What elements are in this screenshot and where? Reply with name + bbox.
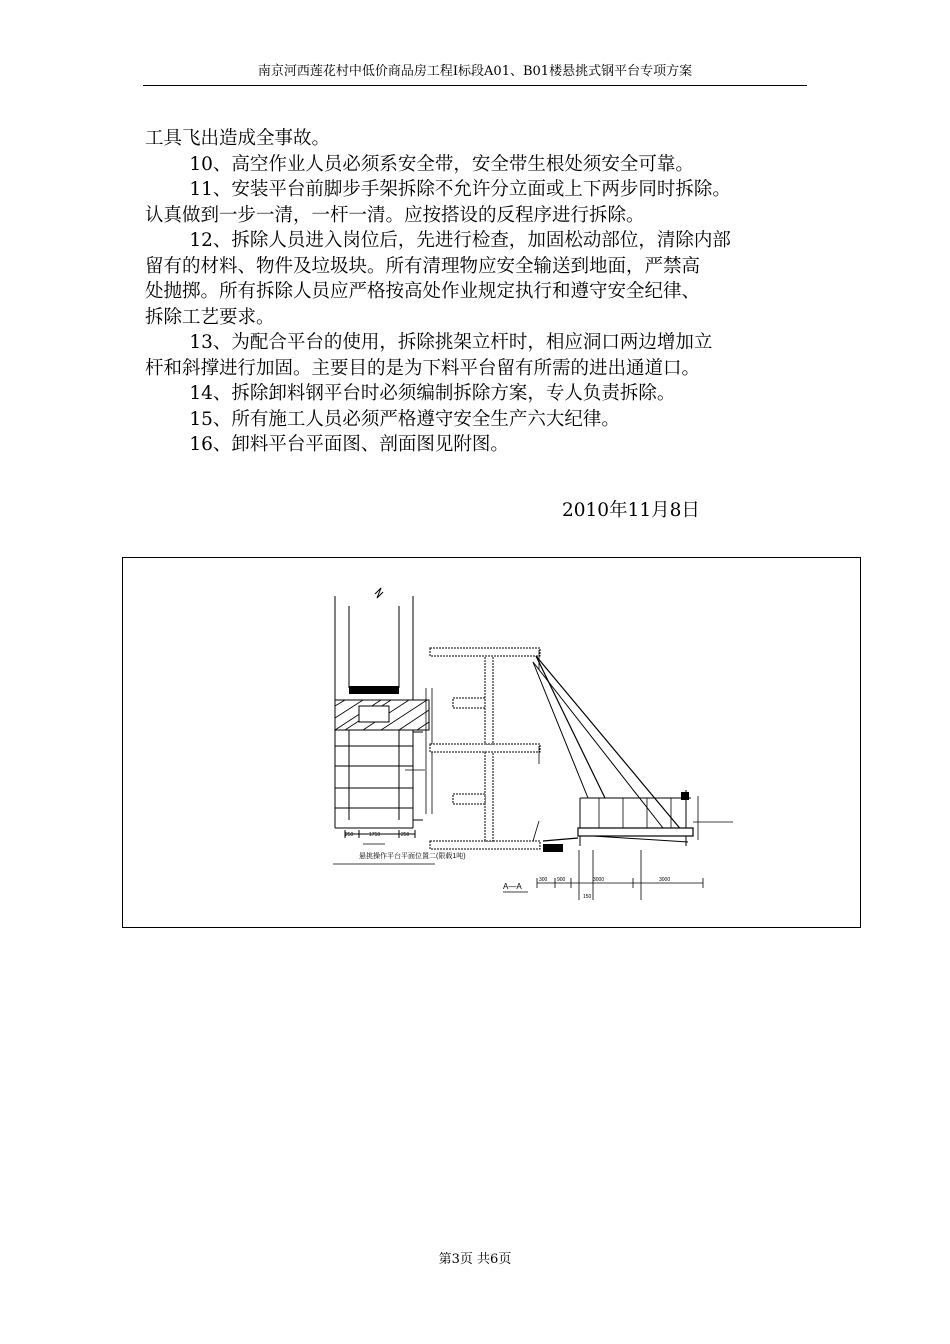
- page-footer: 第3页 共6页: [438, 1252, 512, 1267]
- plan-view: [333, 588, 435, 864]
- plan-caption: 悬挑操作平台平面位置二(限载1吨): [359, 853, 466, 860]
- body-line: 杆和斜撑进行加固。主要目的是为下料平台留有所需的进出通道口。: [145, 357, 701, 379]
- body-line: 拆除工艺要求。: [145, 306, 275, 328]
- dim-plan-mid: 1750: [369, 832, 381, 838]
- dim-plan-right: 250: [401, 832, 410, 838]
- section-view: [430, 648, 733, 900]
- drawing-frame: [122, 557, 861, 928]
- body-line: 10、高空作业人员必须系安全带，安全带生根处须安全可靠。: [189, 153, 694, 175]
- dim-section-c: 3000: [593, 877, 605, 883]
- body-line: 工具飞出造成全事故。: [145, 128, 331, 149]
- dim-section-b: 900: [557, 877, 566, 883]
- dim-section-e: 150: [583, 894, 592, 900]
- dim-plan-left: 250: [345, 832, 354, 838]
- section-label: A—A: [503, 882, 522, 891]
- body-line: 11、安装平台前脚步手架拆除不允许分立面或上下两步同时拆除。: [189, 179, 731, 200]
- dim-section-a: 300: [539, 877, 548, 883]
- construction-drawing: [123, 558, 862, 929]
- page-header: 南京河西莲花村中低价商品房工程I标段A01、B01楼悬挑式钢平台专项方案: [257, 64, 693, 79]
- body-line: 15、所有施工人员必须严格遵守安全生产六大纪律。: [189, 408, 620, 430]
- body-line: 处抛掷。所有拆除人员应严格按高处作业规定执行和遵守安全纪律、: [145, 281, 701, 302]
- dim-section-d: 3000: [659, 877, 671, 883]
- body-line: 认真做到一步一清，一杆一清。应按搭设的反程序进行拆除。: [145, 204, 645, 226]
- body-line: 留有的材料、物件及垃圾块。所有清理物应安全输送到地面，严禁高: [145, 255, 701, 277]
- body-line: 13、为配合平台的使用，拆除挑架立杆时，相应洞口两边增加立: [189, 332, 713, 353]
- body-line: 16、卸料平台平面图、剖面图见附图。: [189, 434, 509, 455]
- document-body: [145, 126, 810, 458]
- header-rule: [143, 85, 807, 86]
- body-line: 14、拆除卸料钢平台时必须编制拆除方案，专人负责拆除。: [189, 383, 676, 404]
- document-date: 2010年11月8日: [562, 500, 700, 521]
- body-line: 12、拆除人员进入岗位后，先进行检查，加固松动部位，清除内部: [189, 230, 731, 251]
